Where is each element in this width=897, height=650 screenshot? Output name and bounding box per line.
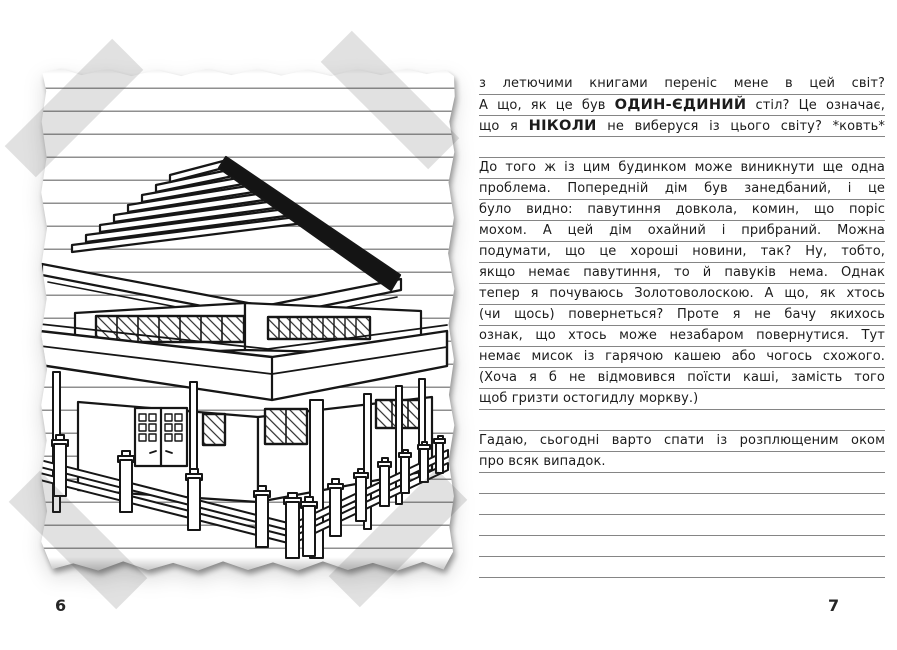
text-line (479, 242, 885, 263)
text-segment: щоб гризти остогидлу моркву.) (479, 391, 699, 406)
torn-paper (40, 66, 456, 572)
ruled-line (479, 473, 885, 494)
text-line (479, 158, 885, 179)
stacked-roof (72, 160, 304, 252)
text-line (479, 326, 885, 347)
text-segment: з летючими книгами переніс мене в цей світ? (479, 76, 885, 91)
house-illustration (40, 66, 456, 572)
ruled-line (479, 536, 885, 557)
text-segment: А що, як це був (479, 98, 615, 113)
text-line (479, 179, 885, 200)
ruled-line (479, 557, 885, 578)
text-segment: (чи щось) повернеться? Проте я не бачу якихось (479, 307, 885, 322)
text-segment: Гадаю, сьогодні варто спати із розплющеним оком (479, 433, 885, 448)
ruled-line (479, 494, 885, 515)
page-number-right: 7 (828, 596, 840, 615)
text-line (479, 368, 885, 389)
text-line (479, 95, 885, 116)
text-line (479, 74, 885, 95)
page-number-left: 6 (55, 596, 67, 615)
text-line (479, 305, 885, 326)
text-segment: якщо немає павутиння, то й павуків нема. Однак (479, 265, 885, 280)
text-segment: До того ж із цим будинком може виникнути ще одна (479, 160, 885, 175)
text-segment: тепер я почуваюсь Золотоволоскою. А що, як хтось (479, 286, 885, 301)
text-line (479, 431, 885, 452)
text-line (479, 221, 885, 242)
text-line (479, 284, 885, 305)
ruled-line (479, 137, 885, 158)
text-segment: проблема. Попередній дім був занедбаний, і це (479, 181, 885, 196)
diary-text-block (479, 74, 885, 578)
text-line (479, 452, 885, 473)
text-segment: що я (479, 119, 529, 134)
text-line (479, 389, 885, 410)
text-segment: стіл? Це означає, (746, 98, 885, 113)
text-segment: не виберуся із цього світу? *ковть* (596, 119, 885, 134)
text-segment: про всяк випадок. (479, 454, 606, 469)
text-line (479, 116, 885, 137)
text-segment: ознак, що хтось може незабаром повернутися. Тут (479, 328, 885, 343)
emphasized-word: НІКОЛИ (528, 117, 597, 134)
text-line (479, 263, 885, 284)
text-line (479, 347, 885, 368)
text-line (479, 200, 885, 221)
text-segment: було видно: павутиння довкола, комин, що поріс (479, 202, 885, 217)
text-segment: подумати, що це хороші новини, так? Ну, тобто, (479, 244, 885, 259)
text-segment: немає мисок із гарячою кашею або чогось схожого. (479, 349, 885, 364)
ruled-line (479, 515, 885, 536)
text-segment: мохом. А цей дім охайний і прибраний. Можна (479, 223, 885, 238)
torn-paper-wrapper (40, 66, 456, 572)
emphasized-word: ОДИН-ЄДИНИЙ (614, 96, 747, 113)
text-segment: (Хоча я б не відмовився поїсти каші, замість того (479, 370, 885, 385)
ruled-line (479, 410, 885, 431)
